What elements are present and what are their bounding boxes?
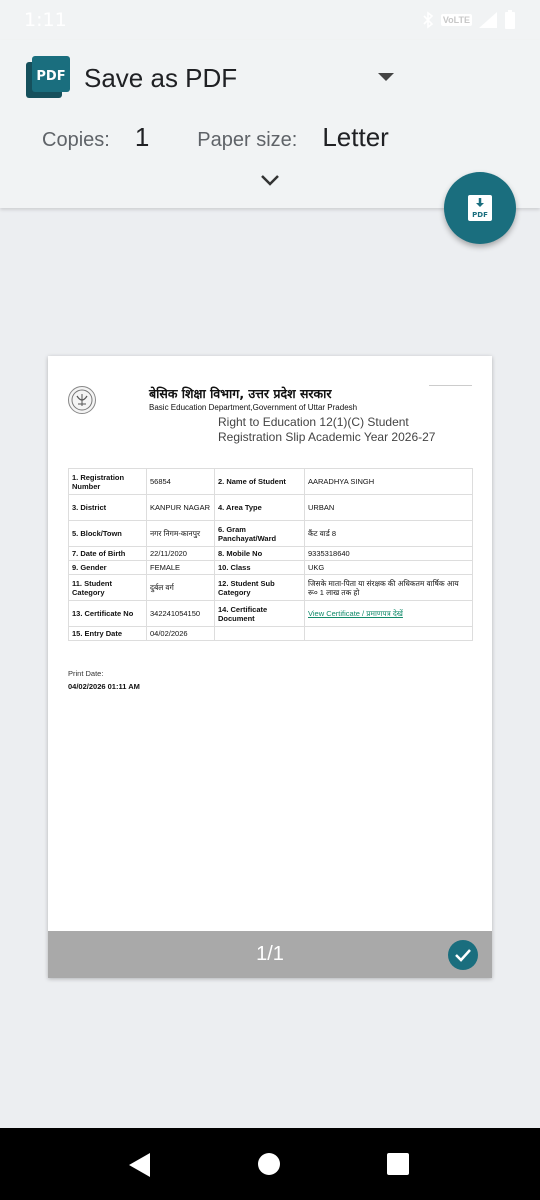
- field-label: 9. Gender: [69, 561, 147, 575]
- back-icon[interactable]: [128, 1152, 152, 1178]
- table-row: [69, 469, 473, 495]
- print-date-label: Print Date:: [68, 669, 104, 678]
- field-label: 5. Block/Town: [69, 521, 147, 547]
- field-value: 04/02/2026: [147, 627, 215, 641]
- download-pdf-icon: [466, 193, 494, 223]
- caret-down-icon[interactable]: [378, 73, 394, 81]
- field-label: 4. Area Type: [215, 495, 305, 521]
- table-row: [69, 521, 473, 547]
- field-label: 10. Class: [215, 561, 305, 575]
- field-value: AARADHYA SINGH: [305, 469, 473, 495]
- field-value: 56854: [147, 469, 215, 495]
- check-circle-icon[interactable]: [448, 940, 478, 970]
- svg-text:PDF: PDF: [472, 211, 488, 219]
- view-certificate-link[interactable]: View Certificate / प्रमाणपत्र देखें: [308, 609, 403, 618]
- print-date-value: 04/02/2026 01:11 AM: [68, 682, 140, 691]
- chevron-down-icon[interactable]: [258, 172, 282, 188]
- svg-text:PDF: PDF: [36, 69, 66, 84]
- field-label: [215, 627, 305, 641]
- paper-size-value: Letter: [322, 122, 389, 152]
- table-row: [69, 627, 473, 641]
- field-value: दुर्बल वर्ग: [147, 575, 215, 601]
- registration-table: [68, 468, 473, 641]
- field-label: 1. Registration Number: [69, 469, 147, 495]
- download-pdf-button[interactable]: [444, 172, 516, 244]
- table-row: [69, 575, 473, 601]
- status-icons: [421, 10, 516, 30]
- up-government-emblem: [68, 386, 96, 414]
- department-name-english: Basic Education Department,Government of Uttar Pradesh: [149, 403, 358, 412]
- field-value: [305, 601, 473, 627]
- bluetooth-icon: [421, 11, 435, 29]
- table-row: [69, 547, 473, 561]
- paper-size-label: Paper size:: [197, 129, 298, 151]
- field-label: 6. Gram Panchayat/Ward: [215, 521, 305, 547]
- page-footer: [48, 931, 492, 978]
- copies-label: Copies:: [42, 129, 110, 151]
- field-label: 14. Certificate Document: [215, 601, 305, 627]
- field-value: 22/11/2020: [147, 547, 215, 561]
- table-row: [69, 495, 473, 521]
- field-label: 11. Student Category: [69, 575, 147, 601]
- field-value: FEMALE: [147, 561, 215, 575]
- print-options-summary: [42, 122, 389, 152]
- field-label: 13. Certificate No: [69, 601, 147, 627]
- header-rule: [429, 385, 472, 386]
- field-value: KANPUR NAGAR: [147, 495, 215, 521]
- volte-icon: VoLTE: [442, 15, 470, 25]
- destination-selector[interactable]: [26, 56, 540, 100]
- table-row: [69, 601, 473, 627]
- recents-icon[interactable]: [387, 1153, 409, 1175]
- field-value: UKG: [305, 561, 473, 575]
- table-row: [69, 561, 473, 575]
- home-icon[interactable]: [258, 1153, 280, 1175]
- page-preview[interactable]: [48, 356, 492, 978]
- signal-icon: [478, 11, 498, 29]
- field-value: URBAN: [305, 495, 473, 521]
- field-label: 8. Mobile No: [215, 547, 305, 561]
- field-value: जिसके माता-पिता या संरक्षक की अधिकतम वार्षिक आय रू० 1 लाख तक हो: [305, 575, 473, 601]
- field-label: 3. District: [69, 495, 147, 521]
- field-label: 2. Name of Student: [215, 469, 305, 495]
- field-value: कैंट वार्ड 8: [305, 521, 473, 547]
- department-name-hindi: बेसिक शिक्षा विभाग, उत्तर प्रदेश सरकार: [149, 386, 332, 401]
- pdf-printer-icon: [26, 56, 70, 100]
- page-count: 1/1: [256, 943, 284, 965]
- status-bar: [0, 0, 540, 40]
- field-label: 15. Entry Date: [69, 627, 147, 641]
- field-value: 342241054150: [147, 601, 215, 627]
- field-value: [305, 627, 473, 641]
- navigation-bar: [0, 1128, 540, 1200]
- field-value: नगर निगम-कानपुर: [147, 521, 215, 547]
- battery-icon: [504, 10, 516, 30]
- field-value: 9335318640: [305, 547, 473, 561]
- field-label: 12. Student Sub Category: [215, 575, 305, 601]
- copies-value: 1: [134, 122, 150, 152]
- slip-title: Right to Education 12(1)(C) Student Registration Slip Academic Year 2026-27: [218, 415, 436, 444]
- status-time: 1:11: [24, 9, 67, 31]
- field-label: 7. Date of Birth: [69, 547, 147, 561]
- destination-label: Save as PDF: [84, 62, 238, 93]
